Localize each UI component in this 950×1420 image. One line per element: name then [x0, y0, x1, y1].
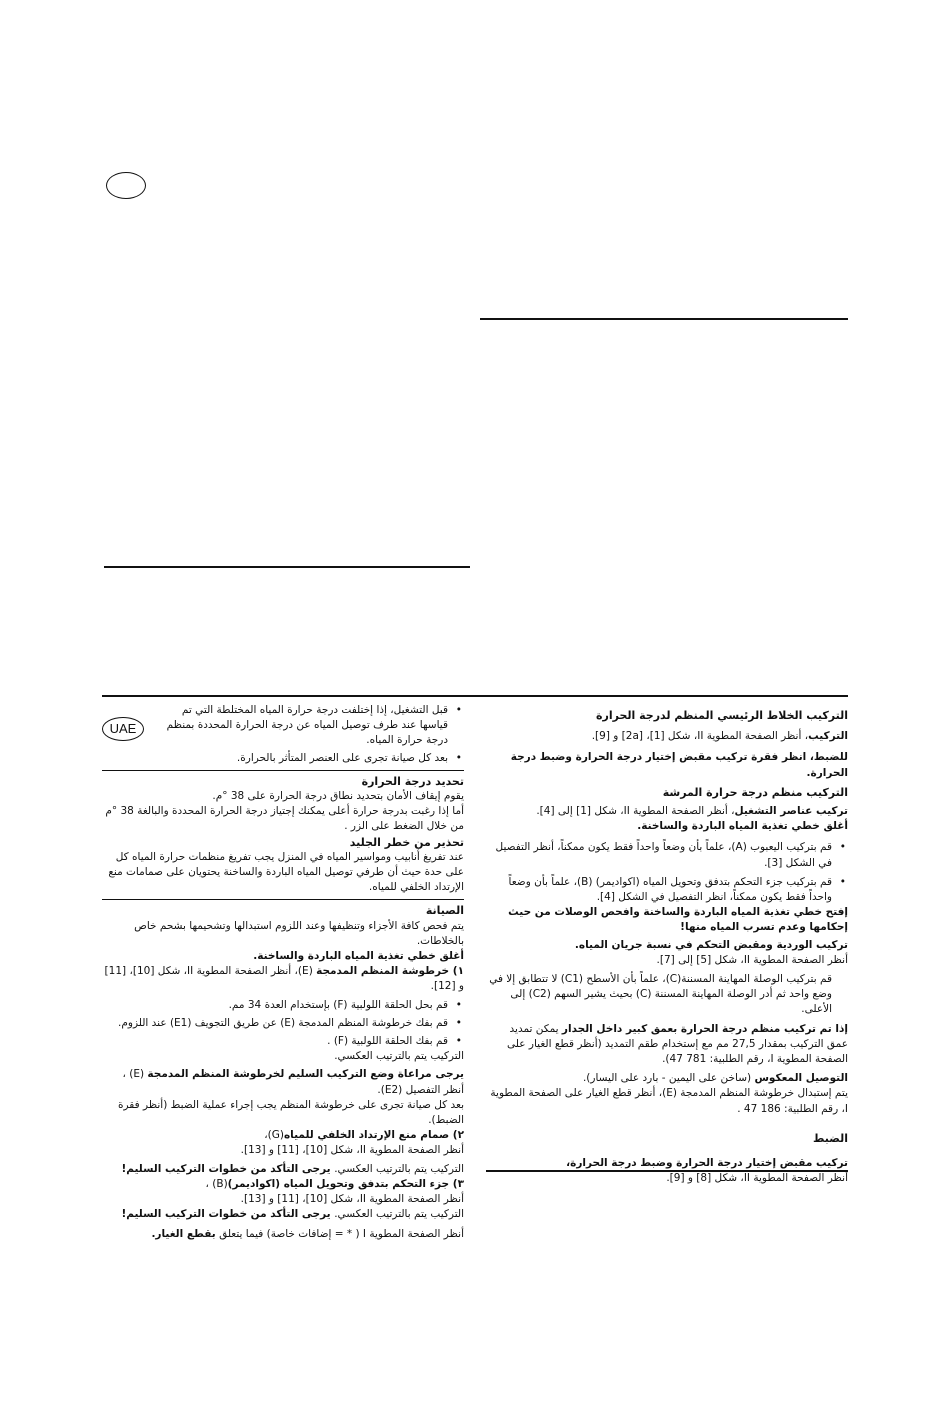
rosette-heading: تركيب الوردية ومقبض التحكم في نسبة جريان المياه.: [574, 938, 848, 951]
observe-ref: أنظر التفصيل (E2).: [377, 1083, 464, 1096]
rule-middle-left: [104, 566, 470, 568]
right-column: [486, 708, 848, 1186]
rule-top-full: [102, 695, 848, 697]
heading-frost-warning: تحذير من خطر الجليد: [349, 835, 464, 849]
controls-paragraph: [486, 804, 848, 819]
rule-temp-limit: [102, 770, 464, 771]
temp-limit-text1: يقوم إيقاف الأمان بتحديد نطاق درجة الحرارة على 38 °م.: [212, 790, 464, 803]
controls-label: تركيب عناصر التشغيل: [734, 805, 848, 818]
observe-paragraph: [102, 1067, 464, 1082]
bullet-before-start: • قبل التشغيل، إذا إختلفت درجة حرارة المياه المختلطة التي تم قياسها عند طرف توصيل المياه عن درجة الحرارة المحددة بمنظم درجة حرارة المياه.: [152, 703, 464, 749]
reverse-order-note: التركيب يتم بالترتيب العكسي.: [334, 1050, 464, 1063]
bullet-remove-cartridge: • قم بفك خرطوشة المنظم المدمجة (E) عن طريق التجويف (E1) عند اللزوم.: [102, 1016, 464, 1031]
reverse-connection-text2: يتم إستبدال خرطوشة المنظم المدمجة (E)، أنظر قطع الغيار على الصفحة المطوية I، رقم الطلبية: 186 47 .: [490, 1087, 848, 1115]
maintenance-text: يتم فحص كافة الأجزاء وتنظيفها وعند اللزوم استبدالها وتشحيمها بشحم خاص بالخلاطات.: [134, 919, 464, 947]
install-paragraph: [486, 729, 848, 744]
reverse-connection-text: (ساخن على اليمين - بارد على اليسار).: [582, 1072, 755, 1085]
install-label: التركيب: [808, 730, 848, 743]
step2-ref: أنظر الصفحة المطوية II، شكل [10]، [11] و [13].: [240, 1144, 464, 1157]
step3-after-paragraph: [102, 1207, 464, 1222]
deep-install-label: إذا تم تركيب منظم درجة الحرارة بعمق كبير داخل الجدار: [561, 1022, 848, 1035]
check-steps-note: يرجى التأكد من خطوات التركيب السليم!: [121, 1162, 335, 1175]
step3-ref: أنظر الصفحة المطوية II، شكل [10]، [11] و [13].: [240, 1193, 464, 1206]
step3-label: ٣) جزء التحكم بتدفق وتحويل المياه (اكواديمر): [227, 1177, 464, 1190]
install-text: ، أنظر الصفحة المطوية II، شكل [1]، [2a] و [9].: [591, 730, 809, 743]
step1-label: ١) خرطوشة المنظم المدمجة: [316, 965, 464, 978]
step1-paragraph: [102, 964, 464, 994]
bullet-after-maintenance: • بعد كل صيانة تجرى على العنصر المتأثر بالحرارة.: [152, 751, 464, 766]
rule-upper-right: [480, 318, 848, 320]
heading-shower-thermostat: التركيب منظم درجة حرارة المرشة: [662, 785, 848, 799]
heading-main-mixer: التركيب الخلاط الرئيسي المنظم لدرجة الحرارة: [596, 709, 848, 722]
step3-text: (B) ،: [205, 1177, 228, 1190]
step2-after: التركيب يتم بالترتيب العكسي.: [334, 1162, 464, 1175]
bullet-remove-ring: • قم بفك الحلقة اللولبية (F) .: [102, 1034, 464, 1049]
step2-after-paragraph: [102, 1162, 464, 1177]
step2-label: ٢) صمام منع الإرتداد الخلفي للمياه: [283, 1129, 464, 1142]
bullet-spout: • قم بتركيب اليعبوب (A)، علماً بأن وضعاً واحداً فقط يكون ممكناً، أنظر التفصيل في الشكل [3].: [486, 840, 848, 870]
observe-text: (E) ،: [122, 1068, 148, 1081]
spares-paragraph: [102, 1227, 464, 1242]
open-supply-note: إفتح خطي تغذية المياه الباردة والساخنة وافحص الوصلات من حيث إحكامها وعدم تسرب المياه منها!: [508, 906, 848, 934]
step3-after: التركيب يتم بالترتيب العكسي.: [334, 1208, 464, 1221]
temp-limit-text2: أما إذا رغبت بدرجة حرارة أعلى يمكنك إجتياز درجة الحرارة المحددة والبالغة 38 °م من خلال الضغط على الزر .: [105, 805, 464, 833]
empty-language-badge: [106, 172, 146, 199]
rosette-text: قم بتركيب الوصلة المهاينة المسننة(C)، علماً بأن الأسطح (C1) لا تتطابق إلا في وضع واحد ثم أدر الوصلة المهاينة المسننة (C) بحيث يشير السهم (C2) إلى الأعلى.: [489, 973, 832, 1016]
deep-install-text: يمكن تمديد عمق التركيب بمقدار 27,5 مم مع إستخدام طقم التمديد (أنظر قطع الغيار على الصفحة المطوية I، رقم الطلبية: 781 47).: [507, 1022, 848, 1066]
intro-bullets: [102, 703, 464, 766]
bullet-loosen-ring: • قم بحل الحلقة اللولبية (F) بإستخدام العدة 34 مم.: [102, 998, 464, 1013]
heading-temp-limit: تحديد درجة الحرارة: [361, 774, 464, 788]
check-steps-note-2: يرجى التأكد من خطوات التركيب السليم!: [121, 1208, 335, 1221]
after-maintenance-note: بعد كل صيانة تجرى على خرطوشة المنظم يجب إجراء عملية الضبط (أنظر فقرة الضبط).: [118, 1098, 464, 1127]
step2-paragraph: [102, 1128, 464, 1143]
close-supply-note: أغلق خطي تغذية المياه الباردة والساخنة.: [637, 820, 848, 833]
controls-text: ، أنظر الصفحة المطوية II، شكل [1] إلى [4].: [536, 805, 735, 818]
step3-paragraph: [102, 1177, 464, 1192]
deep-install-paragraph: [486, 1022, 848, 1068]
reverse-connection-paragraph: [486, 1071, 848, 1086]
adjust-ref: أنظر الصفحة المطوية II، شكل [8] و [9].: [666, 1172, 848, 1185]
frost-text: عند تفريغ أنابيب ومواسير المياه في المنزل يجب تفريغ منظمات حرارة المياه كل على حدة حيث أن طرفي توصيل المياه الباردة والساخنة يحتويان على صمامات منع الإرتداد الخلفي للمياه.: [108, 850, 464, 894]
rule-maintenance: [102, 899, 464, 900]
step1-text: (E)، أنظر الصفحة المطوية II، شكل [10]، [11] و [12].: [104, 965, 464, 993]
spares-label: بقطع الغيار.: [151, 1227, 216, 1240]
observe-label: يرجى مراعاة وضع التركيب السليم لخرطوشة المنظم المدمجة: [147, 1068, 464, 1081]
close-supply-note-left: أغلق خطي تغذية المياه الباردة والساخنة.: [253, 950, 464, 963]
left-column: [102, 703, 464, 1242]
spares-text: أنظر الصفحة المطوية I ( * = إضافات خاصة) فيما يتعلق: [215, 1227, 464, 1240]
adjust-subheading: تركيب مقبض إختيار درجة الحرارة وضبط درجة الحرارة،: [566, 1157, 848, 1170]
uae-language-badge: UAE: [102, 717, 144, 741]
rosette-ref: أنظر الصفحة المطوية II، شكل [5] إلى [7].: [656, 953, 848, 966]
bullet-aquadimmer: • قم بتركيب جزء التحكم بتدفق وتحويل المياه (اكواديمر) (B)، علماً بأن وضعاً واحداً فقط يكون ممكناً، انظر التفصيل في الشكل [4].: [486, 875, 848, 905]
heading-adjustment: الضبط: [812, 1131, 848, 1145]
reverse-connection-label: التوصيل المعكوس: [754, 1072, 848, 1085]
step2-text: (G)،: [264, 1129, 284, 1142]
heading-maintenance: الصيانة: [425, 904, 464, 918]
adjust-note: للضبط، انظر فقرة تركيب مقبض إختيار درجة الحرارة وضبط درجة الحرارة.: [510, 751, 848, 779]
